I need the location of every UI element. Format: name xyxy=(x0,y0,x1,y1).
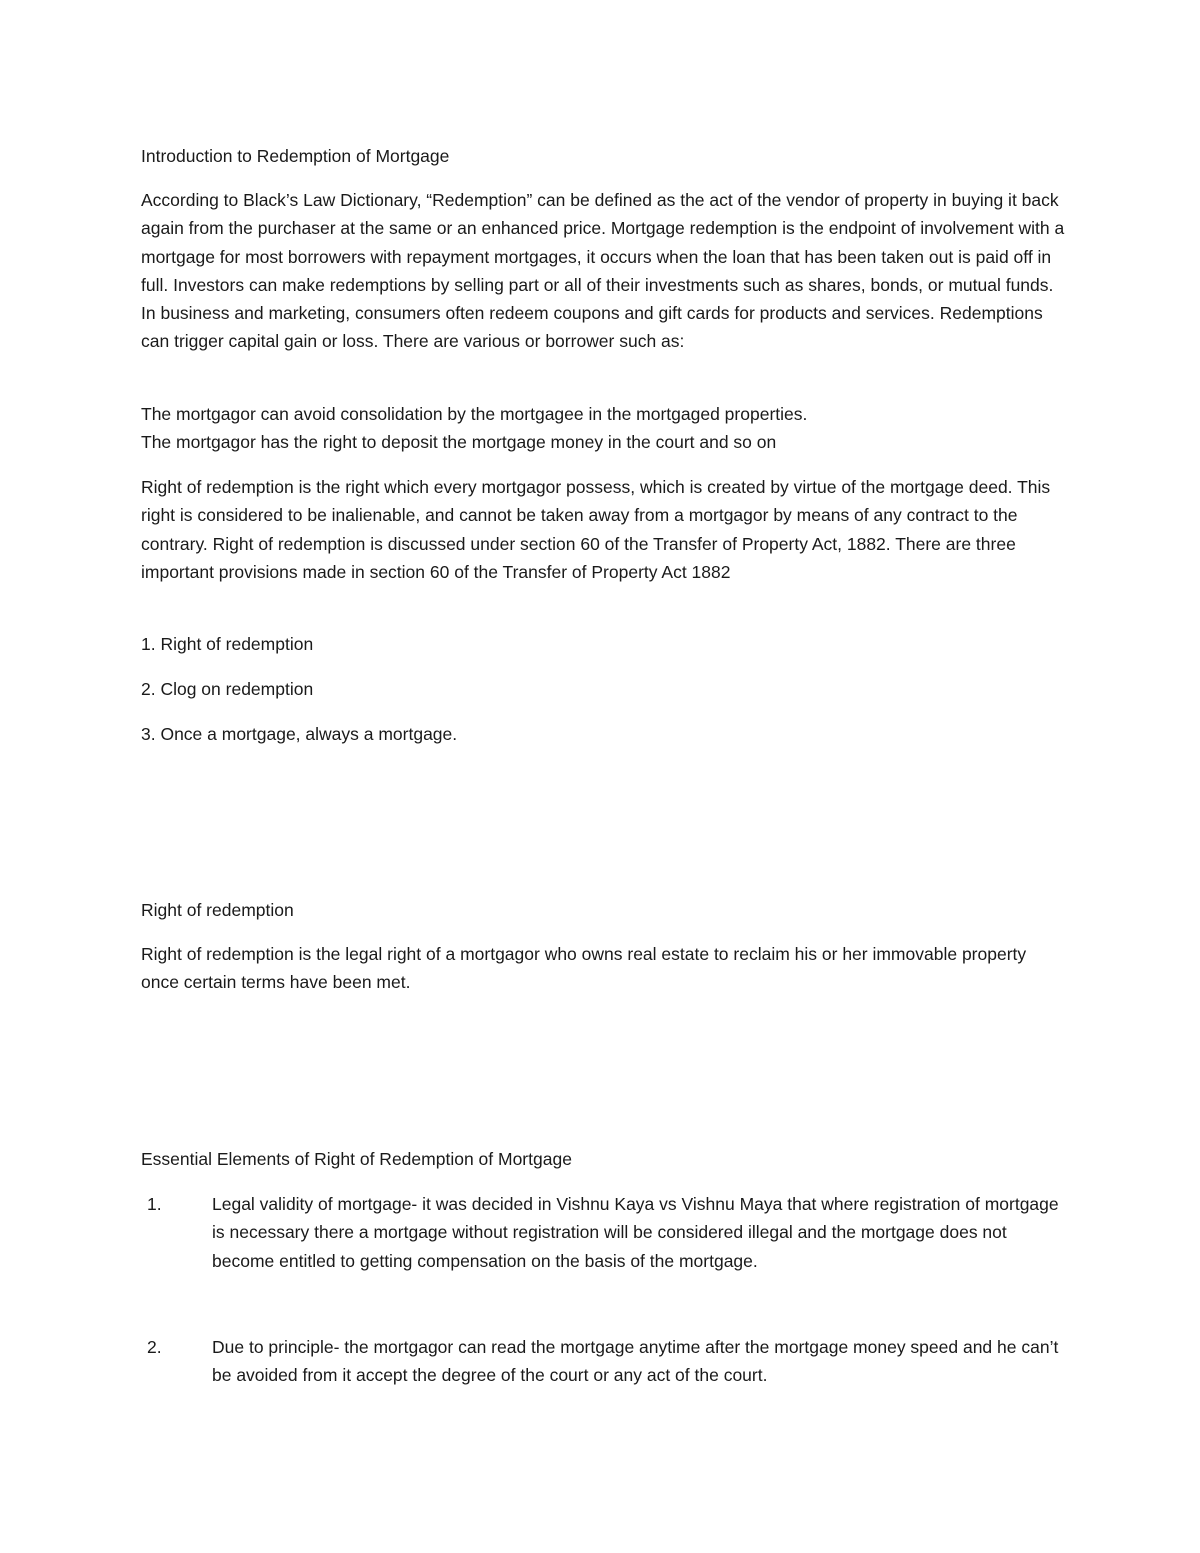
provision-item: 3. Once a mortgage, always a mortgage. xyxy=(141,724,458,744)
intro-heading: Introduction to Redemption of Mortgage xyxy=(141,146,450,166)
right-heading: Right of redemption xyxy=(141,900,294,920)
list-item-number: 2. xyxy=(147,1337,162,1357)
mortgagor-right-1: The mortgagor can avoid consolidation by the mortgagee in the mortgaged properties. xyxy=(141,404,808,424)
redemption-paragraph: Right of redemption is the right which every mortgagor possess, which is created by virtue of the mortgage deed. This right is considered to be inalienable, and cannot be taken away from a mortgagor by means of any contract to the contrary. Right of redemption is discussed under section 60 of the Transfer of Property Act, 1882. There are three important provisions made in section 60 of the Transfer of Property Act 1882 xyxy=(141,477,1051,582)
elements-heading: Essential Elements of Right of Redemption of Mortgage xyxy=(141,1149,572,1169)
intro-paragraph: According to Black’s Law Dictionary, “Redemption” can be defined as the act of the vendor of property in buying it back again from the purchaser at the same or an enhanced price. Mortgage redemption is the endpoint of involvement with a mortgage for most borrowers with repayment mortgages, it occurs when the loan that has been taken out is paid off in full. Investors can make redemptions by selling part or all of their investments such as shares, bonds, or mutual funds. In business and marketing, consumers often redeem coupons and gift cards for products and services. Redemptions can trigger capital gain or loss. There are various or borrower such as: xyxy=(141,190,1065,352)
provision-item: 2. Clog on redemption xyxy=(141,679,314,699)
provision-item: 1. Right of redemption xyxy=(141,634,314,654)
list-item-text: Due to principle- the mortgagor can read the mortgage anytime after the mortgage money speed and he can’t be avoided from it accept the degree of the court or any act of the court. xyxy=(212,1337,1059,1386)
right-paragraph: Right of redemption is the legal right of a mortgagor who owns real estate to reclaim his or her immovable property once certain terms have been met. xyxy=(141,944,1027,993)
mortgagor-right-2: The mortgagor has the right to deposit the mortgage money in the court and so on xyxy=(141,432,777,452)
list-item-number: 1. xyxy=(147,1194,162,1214)
list-item-text: Legal validity of mortgage- it was decided in Vishnu Kaya vs Vishnu Maya that where registration of mortgage is necessary there a mortgage without registration will be considered illegal and the mortgage does not become entitled to getting compensation on the basis of the mortgage. xyxy=(212,1194,1059,1271)
